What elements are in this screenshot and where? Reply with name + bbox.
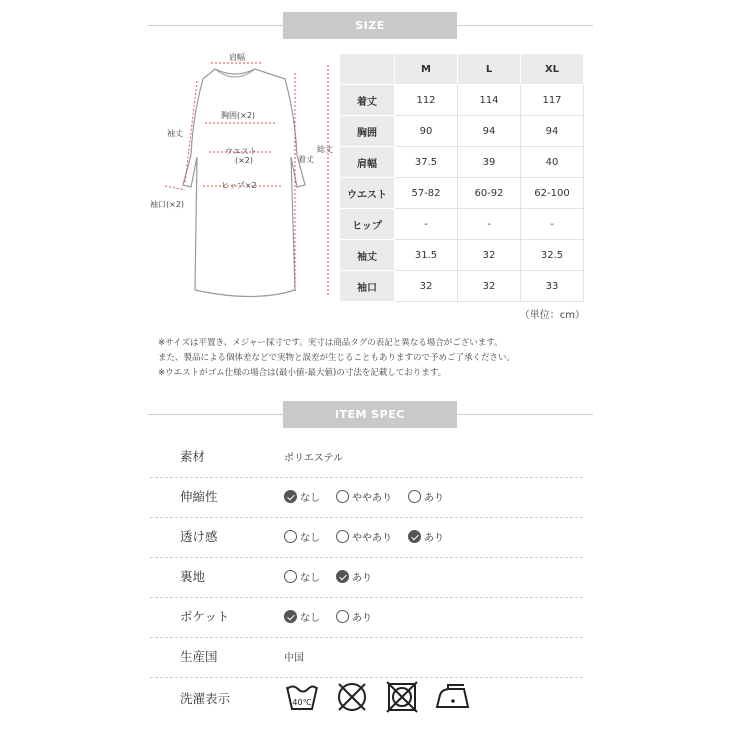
cell: 114	[458, 85, 521, 116]
size-col-l: L	[458, 54, 521, 85]
cell: 32	[395, 271, 458, 302]
radio-icon	[284, 530, 297, 543]
spec-value-material: ポリエステル	[284, 453, 344, 464]
spec-row-origin	[150, 637, 583, 678]
spec-row-stretch	[150, 477, 583, 518]
label-shoulder: 肩幅	[229, 53, 245, 62]
option-none	[284, 489, 320, 504]
checked-radio-icon	[284, 610, 297, 623]
cell: 94	[521, 116, 584, 147]
spec-options-sheer	[284, 529, 460, 544]
label-waist-line1: ウエスト	[225, 147, 257, 156]
cell: 31.5	[395, 240, 458, 271]
spec-options-pocket	[284, 609, 388, 624]
cell: 40	[521, 147, 584, 178]
option-none	[284, 569, 320, 584]
option-yes	[336, 569, 372, 584]
cell: 57-82	[395, 178, 458, 209]
size-section-title: SIZE	[283, 12, 457, 39]
no-tumble-dry-icon	[384, 681, 420, 713]
spec-options-stretch	[284, 489, 460, 504]
iron-low-icon	[434, 681, 472, 713]
cell: -	[458, 209, 521, 240]
option-yes	[408, 529, 444, 544]
row-label-waist: ウエスト	[340, 178, 395, 209]
wash-40c-icon	[284, 681, 320, 713]
cell: 94	[458, 116, 521, 147]
row-label-cuff: 袖口	[340, 271, 395, 302]
spec-row-sheer	[150, 517, 583, 558]
cell: 112	[395, 85, 458, 116]
size-col-xl: XL	[521, 54, 584, 85]
checked-radio-icon	[284, 490, 297, 503]
option-none	[284, 529, 320, 544]
spec-row-pocket	[150, 597, 583, 638]
spec-label-pocket: ポケット	[180, 609, 230, 624]
label-length: 着丈	[298, 155, 314, 164]
option-none	[284, 609, 320, 624]
table-row	[340, 240, 584, 271]
spec-value-origin: 中国	[284, 653, 304, 664]
radio-icon	[336, 610, 349, 623]
label-waist	[225, 147, 257, 165]
table-row	[340, 116, 584, 147]
table-row	[340, 209, 584, 240]
cell: 37.5	[395, 147, 458, 178]
table-row	[340, 147, 584, 178]
cell: 62-100	[521, 178, 584, 209]
option-somewhat	[336, 489, 392, 504]
option-text: ややあり	[352, 493, 392, 504]
spec-label-sheer: 透け感	[180, 529, 218, 544]
size-table-header	[340, 54, 584, 85]
label-cuff: 袖口(×2)	[150, 200, 185, 209]
spec-label-material: 素材	[180, 449, 206, 464]
cell: 90	[395, 116, 458, 147]
row-label-sleeve: 袖丈	[340, 240, 395, 271]
option-somewhat	[336, 529, 392, 544]
spec-row-care	[150, 677, 583, 721]
wash-temp-text: 40℃	[292, 698, 312, 707]
row-label-shoulder: 肩幅	[340, 147, 395, 178]
cell: 39	[458, 147, 521, 178]
spec-label-origin: 生産国	[180, 649, 218, 664]
spec-label-lining: 裏地	[180, 569, 206, 584]
spec-row-lining	[150, 557, 583, 598]
radio-icon	[408, 490, 421, 503]
option-text: あり	[424, 493, 444, 504]
radio-icon	[336, 530, 349, 543]
table-row	[340, 85, 584, 116]
cell: 60-92	[458, 178, 521, 209]
option-yes	[336, 609, 372, 624]
unit-label: （単位：cm）	[519, 310, 585, 321]
cell: 32	[458, 271, 521, 302]
cell: 33	[521, 271, 584, 302]
spec-section-title: iTEM SPEC	[283, 401, 457, 428]
checked-radio-icon	[408, 530, 421, 543]
size-col-m: M	[395, 54, 458, 85]
spec-label-stretch: 伸縮性	[180, 489, 218, 504]
row-label-length: 着丈	[340, 85, 395, 116]
cell: 117	[521, 85, 584, 116]
table-row	[340, 271, 584, 302]
spec-row-material	[150, 437, 583, 478]
note-line: ※サイズは平置き、メジャー採寸です。実寸は商品タグの表記と異なる場合がございます。	[158, 338, 503, 348]
row-label-hip: ヒップ	[340, 209, 395, 240]
size-notes	[158, 336, 515, 381]
label-sleeve: 袖丈	[167, 129, 183, 138]
note-line: ※ウエストがゴム仕様の場合は(最小値-最大値)の寸法を記載しております。	[158, 368, 447, 378]
label-waist-line2: (×2)	[234, 156, 254, 166]
option-text: あり	[352, 573, 372, 584]
garment-diagram	[145, 45, 340, 315]
label-bust: 胸囲(×2)	[221, 111, 256, 120]
row-label-bust: 胸囲	[340, 116, 395, 147]
option-text: なし	[300, 533, 320, 544]
checked-radio-icon	[336, 570, 349, 583]
cell: -	[395, 209, 458, 240]
label-hip: ヒップ×2	[221, 181, 257, 190]
cell: -	[521, 209, 584, 240]
cell: 32	[458, 240, 521, 271]
no-bleach-icon	[334, 681, 370, 713]
option-yes	[408, 489, 444, 504]
radio-icon	[336, 490, 349, 503]
spec-options-lining	[284, 569, 388, 584]
note-line: また、製品による個体差などで実物と誤差が生じることもありますので予めご了承ください。	[158, 353, 516, 363]
care-icons	[284, 681, 472, 713]
label-total-length: 総丈	[317, 145, 333, 154]
table-row	[340, 178, 584, 209]
option-text: なし	[300, 573, 320, 584]
option-text: あり	[352, 613, 372, 624]
spec-label-care: 洗濯表示	[180, 691, 231, 706]
size-table	[339, 53, 584, 302]
size-table-corner	[340, 54, 395, 85]
dress-silhouette	[145, 45, 340, 315]
option-text: なし	[300, 493, 320, 504]
option-text: ややあり	[352, 533, 392, 544]
radio-icon	[284, 570, 297, 583]
cell: 32.5	[521, 240, 584, 271]
option-text: なし	[300, 613, 320, 624]
option-text: あり	[424, 533, 444, 544]
